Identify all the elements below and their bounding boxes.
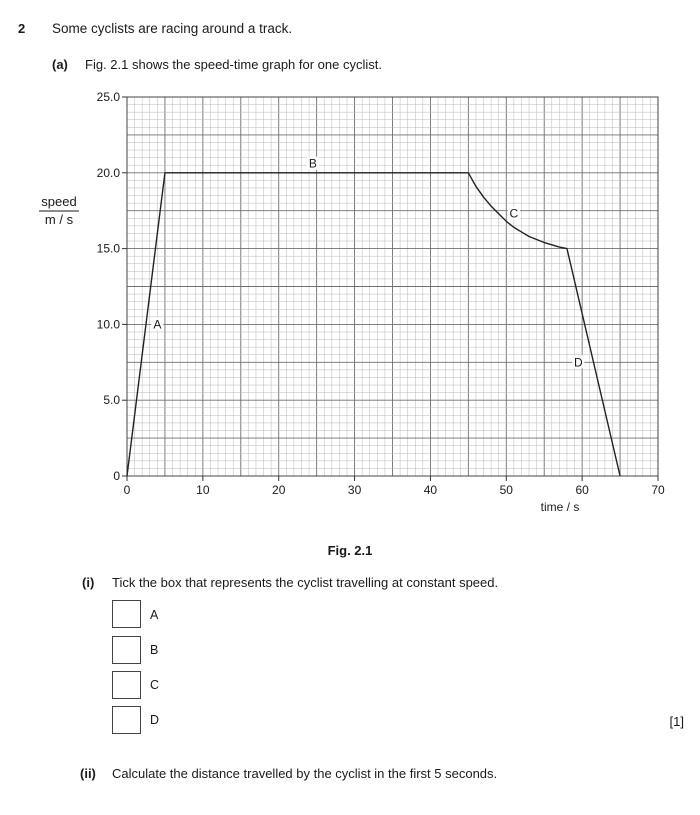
part-i-label: (i) xyxy=(82,575,95,590)
x-axis-label: time / s xyxy=(540,500,580,514)
x-tick-label: 0 xyxy=(123,483,131,497)
x-tick-label: 30 xyxy=(347,483,362,497)
graph-grid xyxy=(127,97,658,476)
x-tick-label: 50 xyxy=(499,483,513,497)
y-axis-label-unit: m / s xyxy=(44,212,74,227)
graph-tick-labels xyxy=(97,90,665,497)
x-tick-label: 60 xyxy=(575,483,589,497)
section-label-c: C xyxy=(509,206,519,221)
x-tick-label: 10 xyxy=(196,483,210,497)
tickbox-d[interactable] xyxy=(112,706,141,734)
section-label-a: A xyxy=(153,317,162,332)
y-tick-label: 10.0 xyxy=(96,317,120,332)
option-label-a: A xyxy=(150,608,159,622)
tickbox-b[interactable] xyxy=(112,636,141,664)
y-tick-label: 15.0 xyxy=(96,241,120,256)
tickbox-c[interactable] xyxy=(112,671,141,699)
y-tick-label: 5.0 xyxy=(103,393,120,408)
section-label-b: B xyxy=(308,156,317,171)
graph-section-labels xyxy=(151,157,584,370)
marks-indicator: [1] xyxy=(669,714,684,729)
part-i-text: Tick the box that represents the cyclist travelling at constant speed. xyxy=(112,575,499,590)
y-tick-label: 0 xyxy=(113,469,120,483)
tickbox-a[interactable] xyxy=(112,600,141,628)
y-axis-label-speed: speed xyxy=(41,194,77,209)
y-tick-label: 25.0 xyxy=(96,90,120,104)
x-tick-label: 20 xyxy=(272,483,286,497)
x-tick-label: 70 xyxy=(651,483,665,497)
section-label-d: D xyxy=(574,355,583,370)
y-tick-label: 20.0 xyxy=(96,165,120,180)
option-label-d: D xyxy=(150,713,160,727)
option-label-b: B xyxy=(150,643,159,657)
part-a-label: (a) xyxy=(52,57,68,72)
part-a-text: Fig. 2.1 shows the speed-time graph for one cyclist. xyxy=(85,57,382,72)
figure-caption: Fig. 2.1 xyxy=(327,543,373,558)
question-number: 2 xyxy=(18,21,26,36)
graph-axes xyxy=(122,97,658,481)
question-text: Some cyclists are racing around a track. xyxy=(52,21,293,36)
part-ii-text: Calculate the distance travelled by the cyclist in the first 5 seconds. xyxy=(112,766,498,781)
part-ii-label: (ii) xyxy=(80,766,96,781)
x-tick-label: 40 xyxy=(423,483,438,497)
option-label-c: C xyxy=(150,678,160,692)
